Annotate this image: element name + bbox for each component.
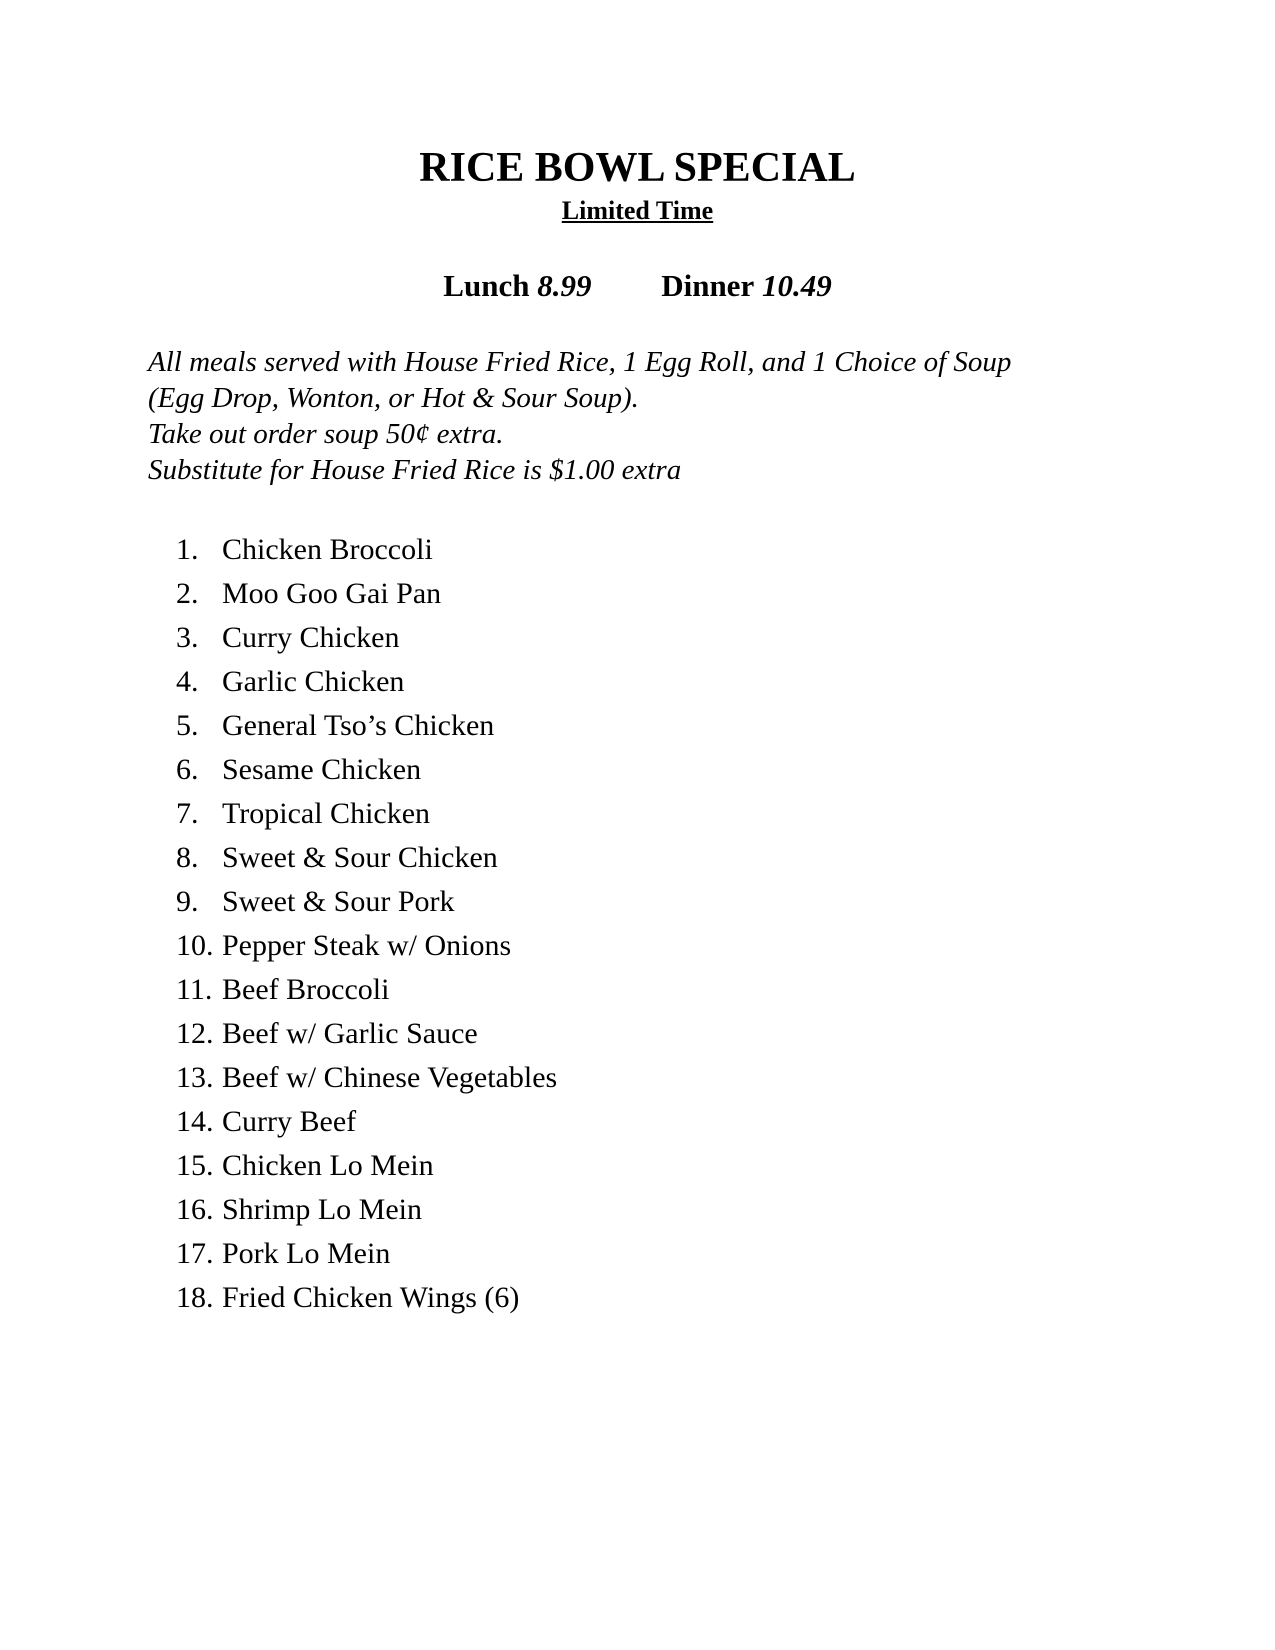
dinner-price: 10.49 xyxy=(761,268,832,303)
menu-item-number: 3. xyxy=(176,621,199,654)
menu-item-number: 17. xyxy=(176,1237,214,1270)
menu-item-name: Sesame Chicken xyxy=(222,753,422,786)
menu-item-name: Beef w/ Garlic Sauce xyxy=(222,1017,478,1050)
menu-item-number: 18. xyxy=(176,1281,214,1314)
menu-item-name: Shrimp Lo Mein xyxy=(222,1193,422,1226)
menu-item xyxy=(176,792,557,836)
meal-notes xyxy=(148,344,1208,488)
menu-item-number: 7. xyxy=(176,797,199,830)
menu-item-number: 1. xyxy=(176,533,199,566)
menu-item-name: Curry Beef xyxy=(222,1105,357,1138)
menu-item-number: 14. xyxy=(176,1105,214,1138)
lunch-price-group xyxy=(443,268,591,304)
menu-item-number: 4. xyxy=(176,665,199,698)
menu-item xyxy=(176,1232,557,1276)
menu-item xyxy=(176,572,557,616)
menu-item-name: General Tso’s Chicken xyxy=(222,709,495,742)
menu-item xyxy=(176,1056,557,1100)
menu-item xyxy=(176,1144,557,1188)
menu-item xyxy=(176,1100,557,1144)
note-line: (Egg Drop, Wonton, or Hot & Sour Soup). xyxy=(148,382,639,414)
note-line: All meals served with House Fried Rice, 1 Egg Roll, and 1 Choice of Soup xyxy=(148,346,1012,378)
note-line: Take out order soup 50¢ extra. xyxy=(148,418,504,450)
menu-item xyxy=(176,1188,557,1232)
menu-item-name: Beef Broccoli xyxy=(222,973,390,1006)
menu-item-name: Curry Chicken xyxy=(222,621,400,654)
menu-item-name: Beef w/ Chinese Vegetables xyxy=(222,1061,558,1094)
menu-item-number: 15. xyxy=(176,1149,214,1182)
menu-item-name: Sweet & Sour Chicken xyxy=(222,841,498,874)
menu-item-name: Pepper Steak w/ Onions xyxy=(222,929,512,962)
menu-item xyxy=(176,836,557,880)
menu-item-number: 10. xyxy=(176,929,214,962)
menu-item-name: Chicken Lo Mein xyxy=(222,1149,434,1182)
menu-item-number: 13. xyxy=(176,1061,214,1094)
menu-item-number: 9. xyxy=(176,885,199,918)
menu-item-number: 11. xyxy=(176,973,213,1006)
menu-item xyxy=(176,880,557,924)
menu-item-number: 5. xyxy=(176,709,199,742)
menu-item-name: Chicken Broccoli xyxy=(222,533,433,566)
lunch-price: 8.99 xyxy=(537,268,592,303)
menu-item xyxy=(176,748,557,792)
menu-item-name: Fried Chicken Wings (6) xyxy=(222,1281,520,1314)
menu-item-name: Moo Goo Gai Pan xyxy=(222,577,442,610)
menu-item-name: Garlic Chicken xyxy=(222,665,405,698)
menu-title: RICE BOWL SPECIAL xyxy=(419,145,856,191)
menu-item xyxy=(176,1012,557,1056)
menu-item xyxy=(176,660,557,704)
menu-item xyxy=(176,968,557,1012)
menu-item xyxy=(176,924,557,968)
menu-item xyxy=(176,616,557,660)
menu-item xyxy=(176,704,557,748)
menu-subtitle: Limited Time xyxy=(561,196,714,225)
menu-item xyxy=(176,528,557,572)
menu-item-name: Sweet & Sour Pork xyxy=(222,885,455,918)
menu-item-number: 6. xyxy=(176,753,199,786)
menu-item xyxy=(176,1276,557,1320)
menu-item-number: 8. xyxy=(176,841,199,874)
menu-item-number: 12. xyxy=(176,1017,214,1050)
price-line xyxy=(0,268,1275,304)
lunch-label: Lunch xyxy=(443,268,530,303)
menu-list xyxy=(176,528,557,1320)
menu-item-name: Pork Lo Mein xyxy=(222,1237,391,1270)
menu-item-name: Tropical Chicken xyxy=(222,797,431,830)
dinner-price-group xyxy=(661,268,832,304)
note-line: Substitute for House Fried Rice is $1.00 extra xyxy=(148,454,682,486)
dinner-label: Dinner xyxy=(661,268,755,303)
menu-item-number: 16. xyxy=(176,1193,214,1226)
menu-item-number: 2. xyxy=(176,577,199,610)
